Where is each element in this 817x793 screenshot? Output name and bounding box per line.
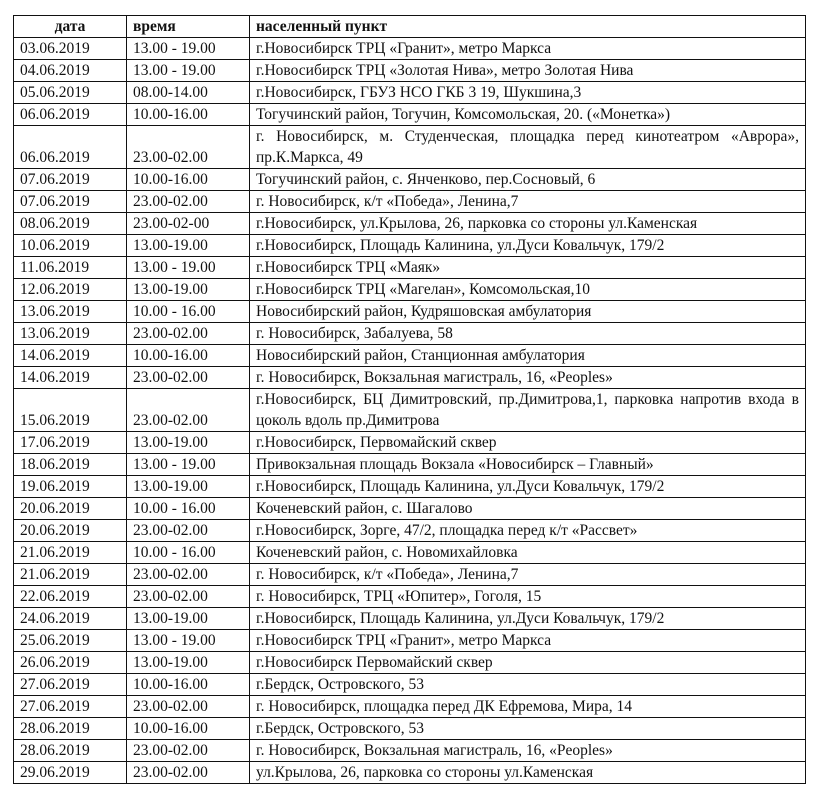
cell-date: 27.06.2019 [14,696,127,718]
table-row [14,60,806,82]
cell-place: Тогучинский район, с. Янченково, пер.Сосновый, 6 [250,169,806,191]
cell-date: 03.06.2019 [14,38,127,60]
cell-place: г.Новосибирск ТРЦ «Гранит», метро Маркса [250,630,806,652]
cell-time: 10.00-16.00 [127,169,250,191]
cell-time: 13.00-19.00 [127,235,250,257]
cell-time: 10.00-16.00 [127,104,250,126]
table-row [14,454,806,476]
table-row [14,38,806,60]
table-row [14,520,806,542]
cell-date: 14.06.2019 [14,367,127,389]
cell-time: 23.00-02.00 [127,389,250,432]
table-row [14,279,806,301]
cell-time: 13.00 - 19.00 [127,454,250,476]
cell-place: Тогучинский район, Тогучин, Комсомольская, 20. («Монетка») [250,104,806,126]
cell-time: 23.00-02.00 [127,191,250,213]
table-row [14,191,806,213]
table-row [14,257,806,279]
cell-date: 21.06.2019 [14,542,127,564]
table-row [14,696,806,718]
table-row [14,476,806,498]
cell-date: 29.06.2019 [14,762,127,784]
cell-time: 23.00-02.00 [127,520,250,542]
table-row [14,169,806,191]
cell-place: г.Новосибирск, БЦ Димитровский, пр.Димитрова,1, парковка напротив входа в цоколь вдоль пр.Димитрова [250,389,806,432]
table-row [14,762,806,784]
cell-date: 08.06.2019 [14,213,127,235]
cell-date: 13.06.2019 [14,323,127,345]
cell-date: 04.06.2019 [14,60,127,82]
cell-date: 28.06.2019 [14,740,127,762]
cell-date: 12.06.2019 [14,279,127,301]
cell-date: 15.06.2019 [14,389,127,432]
table-row [14,630,806,652]
cell-time: 08.00-14.00 [127,82,250,104]
column-header-place: населенный пункт [250,16,806,38]
cell-place: г. Новосибирск, к/т «Победа», Ленина,7 [250,191,806,213]
table-row [14,498,806,520]
cell-time: 13.00-19.00 [127,279,250,301]
cell-date: 06.06.2019 [14,104,127,126]
cell-place: г.Новосибирск Первомайский сквер [250,652,806,674]
cell-date: 21.06.2019 [14,564,127,586]
cell-place: г. Новосибирск, к/т «Победа», Ленина,7 [250,564,806,586]
header-row [14,16,806,38]
cell-date: 20.06.2019 [14,498,127,520]
cell-place: г. Новосибирск, м. Студенческая, площадка перед кинотеатром «Аврора», пр.К.Маркса, 49 [250,126,806,169]
cell-time: 10.00-16.00 [127,345,250,367]
cell-date: 06.06.2019 [14,126,127,169]
cell-date: 18.06.2019 [14,454,127,476]
cell-place: г.Новосибирск ТРЦ «Маяк» [250,257,806,279]
table-row [14,586,806,608]
cell-time: 13.00-19.00 [127,476,250,498]
cell-place: г.Новосибирск ТРЦ «Магелан», Комсомольская,10 [250,279,806,301]
cell-place: г.Новосибирск, Площадь Калинина, ул.Дуси Ковальчук, 179/2 [250,608,806,630]
cell-time: 23.00-02.00 [127,126,250,169]
cell-date: 07.06.2019 [14,191,127,213]
cell-time: 13.00-19.00 [127,608,250,630]
table-row [14,345,806,367]
cell-date: 13.06.2019 [14,301,127,323]
cell-time: 23.00-02.00 [127,740,250,762]
table-row [14,126,806,169]
cell-place: Привокзальная площадь Вокзала «Новосибирск – Главный» [250,454,806,476]
cell-place: ул.Крылова, 26, парковка со стороны ул.Каменская [250,762,806,784]
cell-date: 26.06.2019 [14,652,127,674]
cell-date: 17.06.2019 [14,432,127,454]
cell-time: 23.00-02.00 [127,323,250,345]
table-row [14,542,806,564]
cell-time: 23.00-02-00 [127,213,250,235]
cell-time: 23.00-02.00 [127,762,250,784]
cell-place: г.Бердск, Островского, 53 [250,674,806,696]
cell-place: г. Новосибирск, Вокзальная магистраль, 16, «Peoples» [250,367,806,389]
cell-time: 13.00 - 19.00 [127,38,250,60]
table-row [14,104,806,126]
cell-place: г.Бердск, Островского, 53 [250,718,806,740]
cell-time: 23.00-02.00 [127,586,250,608]
table-row [14,389,806,432]
cell-date: 10.06.2019 [14,235,127,257]
table-row [14,323,806,345]
cell-place: Коченевский район, с. Шагалово [250,498,806,520]
cell-place: г.Новосибирск, ул.Крылова, 26, парковка со стороны ул.Каменская [250,213,806,235]
cell-date: 22.06.2019 [14,586,127,608]
cell-place: г.Новосибирск ТРЦ «Гранит», метро Маркса [250,38,806,60]
table-row [14,213,806,235]
cell-place: г.Новосибирск, Зорге, 47/2, площадка перед к/т «Рассвет» [250,520,806,542]
table-row [14,432,806,454]
cell-place: г. Новосибирск, Забалуева, 58 [250,323,806,345]
cell-place: г. Новосибирск, Вокзальная магистраль, 16, «Peoples» [250,740,806,762]
cell-time: 10.00-16.00 [127,674,250,696]
cell-time: 13.00 - 19.00 [127,630,250,652]
cell-date: 19.06.2019 [14,476,127,498]
cell-place: г.Новосибирск, Первомайский сквер [250,432,806,454]
table-row [14,608,806,630]
cell-time: 10.00 - 16.00 [127,301,250,323]
cell-time: 23.00-02.00 [127,564,250,586]
table-row [14,367,806,389]
cell-place: г. Новосибирск, ТРЦ «Юпитер», Гоголя, 15 [250,586,806,608]
table-row [14,718,806,740]
cell-date: 20.06.2019 [14,520,127,542]
table-body [14,38,806,784]
table-row [14,740,806,762]
cell-date: 07.06.2019 [14,169,127,191]
column-header-time: время [127,16,250,38]
cell-place: г.Новосибирск ТРЦ «Золотая Нива», метро Золотая Нива [250,60,806,82]
table-row [14,674,806,696]
cell-place: Новосибирский район, Станционная амбулатория [250,345,806,367]
cell-place: Новосибирский район, Кудряшовская амбулатория [250,301,806,323]
cell-time: 23.00-02.00 [127,696,250,718]
cell-time: 10.00 - 16.00 [127,498,250,520]
cell-time: 13.00 - 19.00 [127,60,250,82]
table-row [14,564,806,586]
column-header-date: дата [14,16,127,38]
cell-time: 13.00-19.00 [127,432,250,454]
cell-date: 14.06.2019 [14,345,127,367]
cell-place: г. Новосибирск, площадка перед ДК Ефремова, Мира, 14 [250,696,806,718]
cell-place: Коченевский район, с. Новомихайловка [250,542,806,564]
cell-time: 13.00-19.00 [127,652,250,674]
cell-date: 24.06.2019 [14,608,127,630]
table-row [14,82,806,104]
cell-date: 05.06.2019 [14,82,127,104]
table-row [14,235,806,257]
cell-place: г.Новосибирск, Площадь Калинина, ул.Дуси Ковальчук, 179/2 [250,235,806,257]
table-row [14,652,806,674]
cell-date: 25.06.2019 [14,630,127,652]
cell-date: 28.06.2019 [14,718,127,740]
cell-time: 23.00-02.00 [127,367,250,389]
cell-date: 11.06.2019 [14,257,127,279]
cell-place: г.Новосибирск, Площадь Калинина, ул.Дуси Ковальчук, 179/2 [250,476,806,498]
cell-time: 10.00 - 16.00 [127,542,250,564]
cell-date: 27.06.2019 [14,674,127,696]
cell-time: 13.00 - 19.00 [127,257,250,279]
schedule-table [13,15,806,784]
table-row [14,301,806,323]
cell-time: 10.00-16.00 [127,718,250,740]
cell-place: г.Новосибирск, ГБУЗ НСО ГКБ 3 19, Шукшина,3 [250,82,806,104]
